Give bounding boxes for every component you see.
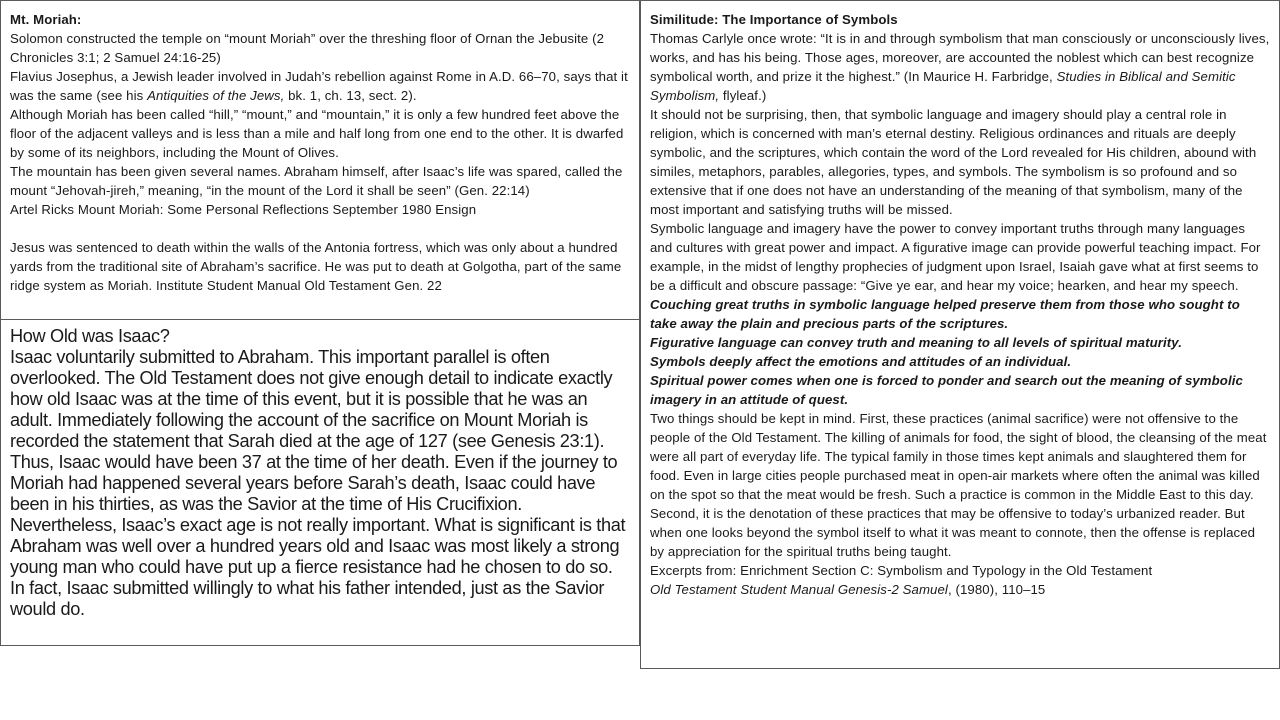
moriah-josephus-citation: bk. 1, ch. 13, sect. 2). [284, 88, 417, 103]
moriah-paragraph-temple: Solomon constructed the temple on “mount Moriah” over the threshing floor of Ornan the Jebusite (2 Chronicles 3:1; 2 Samuel 24:16-25) [10, 31, 605, 65]
moriah-paragraph-antonia: Jesus was sentenced to death within the walls of the Antonia fortress, which was only about a hundred yards from the traditional site of Abraham’s sacrifice. He was put to death at Golgotha, part of the same ridge system as Moriah. Institute Student Manual Old Testament Gen. 22 [10, 240, 622, 293]
symbols-paragraph-power: Symbolic language and imagery have the power to convey important truths through many languages and cultures with great power and impact. A figurative image can provide powerful teaching impact. For example, in the midst of lengthy prophecies of judgment upon Israel, Isaiah gave what at first seems to be a difficult and obscure passage: “Give ye ear, and hear my voice; hearken, and hear my speech. [650, 221, 1261, 293]
symbols-carlyle-quote: Thomas Carlyle once wrote: “It is in and through symbolism that man consciously or unconsciously lives, works, and has his being. Those ages, moreover, are accounted the noblest which can best recognize symbolical worth, and prize it the highest.” (In Maurice H. Farbridge, [650, 31, 1270, 84]
moriah-josephus-text: Flavius Josephus, a Jewish leader involved in Judah’s rebellion against Rome in A.D. 66–70, says that it was the same (see his [10, 69, 628, 103]
moriah-paragraph-names: The mountain has been given several names. Abraham himself, after Isaac’s life was spared, called the mount “Jehovah-jireh,” meaning, “in the mount of the Lord it shall be seen” (Gen. 22:14) [10, 164, 623, 198]
symbols-manual-title: Old Testament Student Manual Genesis-2 Samuel [650, 582, 948, 597]
moriah-paragraph-hill: Although Moriah has been called “hill,” “mount,” and “mountain,” it is only a few hundred feet above the floor of the adjacent valleys and is less than a mile and half long from one end to the other. It is dwarfed by some of its neighbors, including the Mount of Olives. [10, 107, 624, 160]
moriah-paragraph-source: Artel Ricks Mount Moriah: Some Personal Reflections September 1980 Ensign [10, 202, 477, 217]
isaac-age-box [0, 319, 640, 646]
symbols-paragraph-sacrifice: Two things should be kept in mind. First, these practices (animal sacrifice) were not offensive to the people of the Old Testament. The killing of animals for food, the sight of blood, the cleansing of the meat were all part of everyday life. The typical family in those times kept animals and slaughtered them for food. Even in large cities people purchased meat in open-air markets where often the animal was killed on the spot so that the meat would be fresh. Such a practice is common in the Middle East to this day. Second, it is the denotation of these practices that may be offensive to today’s urbanized reader. But when one looks beyond the symbol itself to what it was meant to connote, then the offense is replaced by appreciation for the spiritual truths being taught. [650, 411, 1267, 559]
symbols-point-figurative: Figurative language can convey truth and meaning to all levels of spiritual maturity. [650, 335, 1182, 350]
symbols-carlyle-book-title: Studies in Biblical and Semitic Symbolism, [650, 69, 1236, 103]
symbols-point-ponder: Spiritual power comes when one is forced to ponder and search out the meaning of symbolic imagery in an attitude of quest. [650, 373, 1243, 407]
mount-moriah-title: Mt. Moriah: [10, 12, 82, 27]
symbols-paragraph-manual [650, 580, 1270, 599]
moriah-josephus-book-title: Antiquities of the Jews, [147, 88, 285, 103]
mount-moriah-box [0, 0, 640, 320]
symbols-paragraph-religion: It should not be surprising, then, that symbolic language and imagery should play a central role in religion, which is concerned with man’s eternal destiny. Religious ordinances and rituals are deeply symbolic, and the scriptures, which contain the word of the Lord revealed for His children, abound with similes, metaphors, parables, allegories, types, and symbols. The symbolism is so profound and so extensive that if one does not have an understanding of the meaning of that symbolism, many of the most important and satisfying truths will be missed. [650, 107, 1257, 217]
symbols-title: Similitude: The Importance of Symbols [650, 12, 898, 27]
moriah-paragraph-josephus [10, 67, 630, 105]
isaac-age-title: How Old was Isaac? [10, 326, 170, 346]
symbols-point-emotions: Symbols deeply affect the emotions and attitudes of an individual. [650, 354, 1072, 369]
symbols-paragraph-excerpt: Excerpts from: Enrichment Section C: Symbolism and Typology in the Old Testament [650, 563, 1153, 578]
symbols-point-preserve: Couching great truths in symbolic language helped preserve them from those who sought to take away the plain and precious parts of the scriptures. [650, 297, 1240, 331]
symbols-manual-citation: , (1980), 110–15 [947, 582, 1046, 597]
symbols-box [640, 0, 1280, 669]
symbols-paragraph-carlyle [650, 29, 1270, 105]
symbols-carlyle-citation: flyleaf.) [719, 88, 767, 103]
isaac-age-body: Isaac voluntarily submitted to Abraham. This important parallel is often overlooked. The Old Testament does not give enough detail to indicate exactly how old Isaac was at the time of this event, but it is possible that he was an adult. Immediately following the account of the sacrifice on Mount Moriah is recorded the statement that Sarah died at the age of 127 (see Genesis 23:1). Thus, Isaac would have been 37 at the time of her death. Even if the journey to Moriah had happened several years before Sarah’s death, Isaac could have been in his thirties, as was the Savior at the time of His Crucifixion. Nevertheless, Isaac’s exact age is not really important. What is significant is that Abraham was well over a hundred years old and Isaac was most likely a strong young man who could have put up a fierce resistance had he chosen to do so. In fact, Isaac submitted willingly to what his father intended, just as the Savior would do. [10, 347, 626, 619]
